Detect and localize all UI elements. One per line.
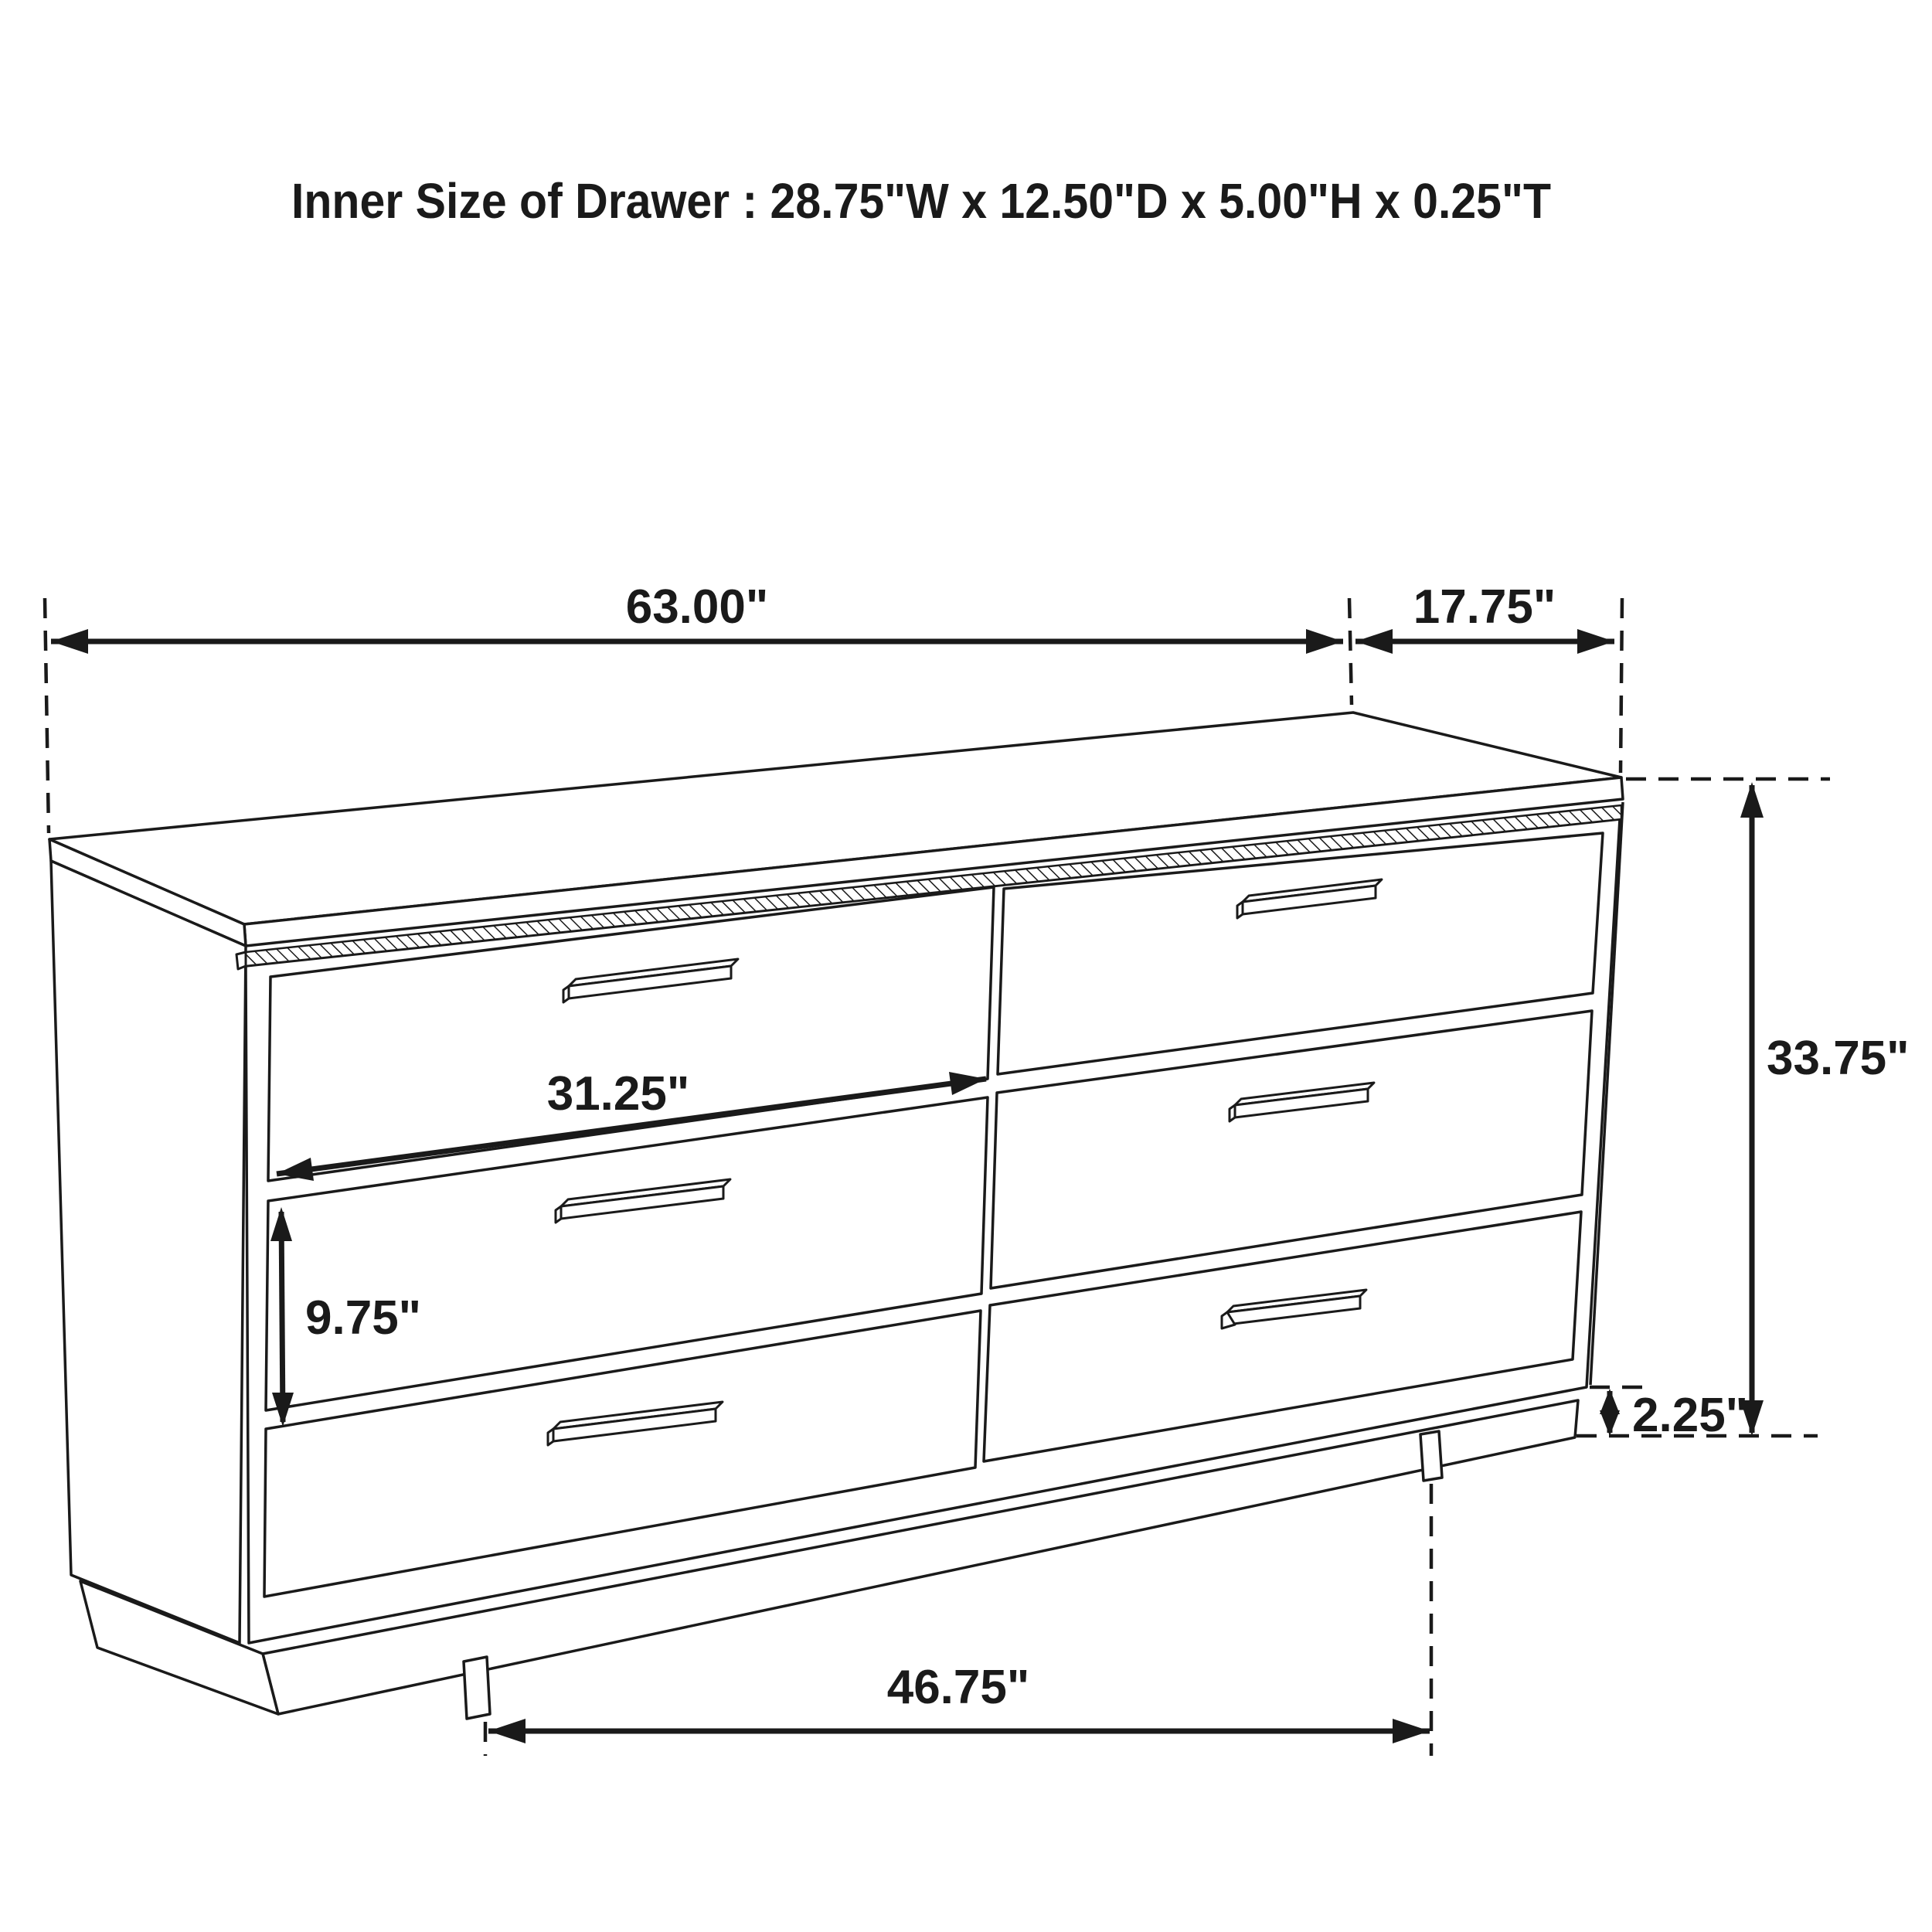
front-right-leg: [1420, 1431, 1442, 1481]
dim-label-drawer-height: 9.75": [305, 1291, 422, 1345]
page-title: Inner Size of Drawer : 28.75"W x 12.50"D x 5.00"H x 0.25"T: [291, 173, 1551, 229]
dim-label-overall-width: 63.00": [625, 580, 769, 634]
front-left-leg: [464, 1657, 490, 1719]
dim-label-leg-spacing: 46.75": [886, 1661, 1030, 1714]
left-side-panel: [51, 861, 246, 1643]
trim-band-end-cap: [236, 952, 246, 969]
dim-label-drawer-width: 31.25": [546, 1067, 690, 1121]
dim-label-base-height: 2.25": [1632, 1389, 1749, 1442]
dim-label-overall-depth: 17.75": [1413, 580, 1556, 634]
dim-label-overall-height: 33.75": [1767, 1032, 1910, 1085]
